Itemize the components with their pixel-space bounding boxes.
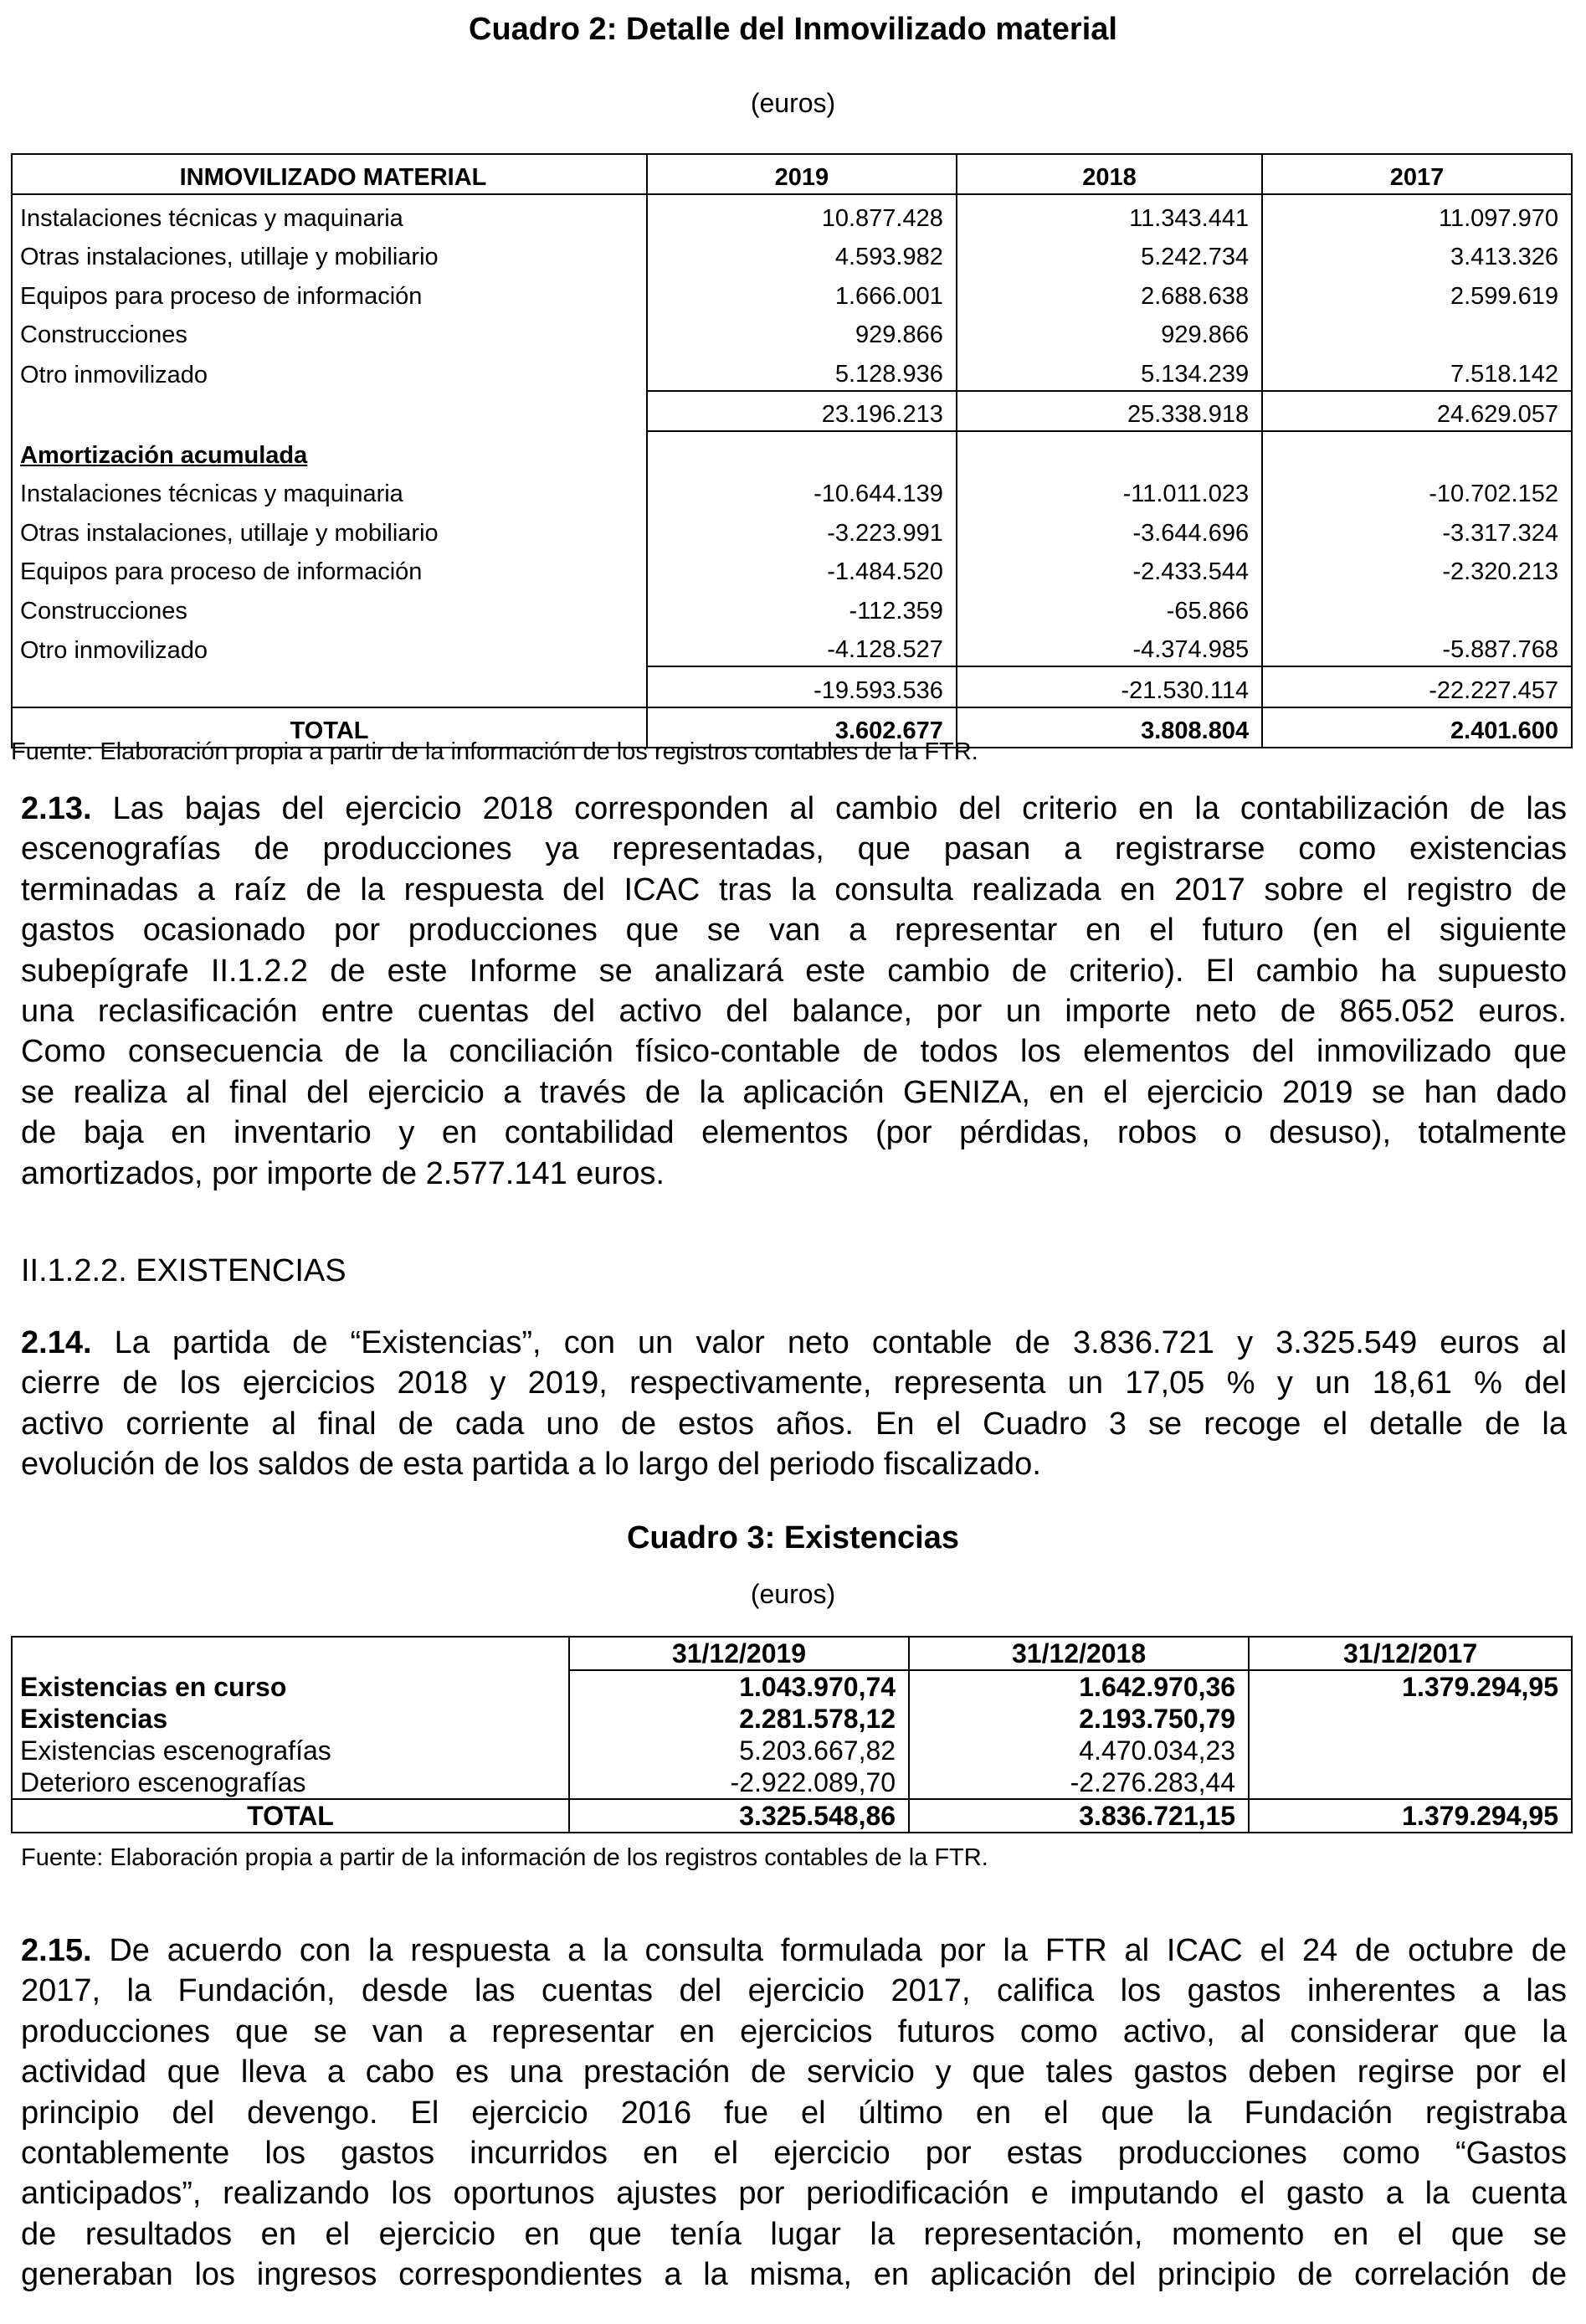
- cuadro2-units: (euros): [750, 88, 836, 118]
- cuadro3-title: Cuadro 3: Existencias: [626, 1520, 960, 1555]
- row-label: Otro inmovilizado: [12, 627, 647, 667]
- cuadro3-units: (euros): [750, 1579, 836, 1609]
- cell-value: 3.325.548,86: [569, 1799, 909, 1833]
- header-cell: 31/12/2017: [1249, 1637, 1572, 1670]
- table-row: [12, 549, 1572, 589]
- table-row: [12, 273, 1572, 312]
- table-row: [12, 1703, 1572, 1735]
- paragraph-line: principio del devengo. El ejercicio 2016 fue el último en el que la Fundación registraba: [21, 2095, 1567, 2131]
- subtotal-row: [12, 666, 1572, 707]
- cell-value: 24.629.057: [1262, 391, 1572, 432]
- paragraph-line: subepígrafe II.1.2.2 de este Informe se analizará este cambio de criterio). El cambio ha supuesto: [21, 953, 1567, 989]
- cell-value: 1.379.294,95: [1249, 1670, 1572, 1703]
- cell-value: 2.599.619: [1262, 273, 1572, 312]
- cell-value: 3.836.721,15: [909, 1799, 1249, 1833]
- cell-value: [1262, 312, 1572, 352]
- table-row: [12, 471, 1572, 511]
- cell-value: 5.242.734: [957, 234, 1262, 274]
- cell-value: -22.227.457: [1262, 666, 1572, 707]
- paragraph-line: La partida de “Existencias”, con un valor neto contable de 3.836.721 y 3.325.549 euros al: [91, 1325, 1567, 1360]
- cell-value: -2.276.283,44: [909, 1766, 1249, 1799]
- row-label: [12, 666, 647, 707]
- table-row: [12, 351, 1572, 391]
- paragraph-line: escenografías de producciones ya representadas, que pasan a registrarse como existencias: [21, 831, 1567, 867]
- cell-value: 11.343.441: [957, 194, 1262, 234]
- row-label: Existencias: [12, 1703, 569, 1735]
- header-cell: [12, 1637, 569, 1670]
- table-row: [12, 627, 1572, 667]
- cell-value: -1.484.520: [647, 549, 957, 589]
- table-row: [12, 194, 1572, 234]
- paragraph-number: 2.13.: [21, 791, 92, 826]
- row-label: Instalaciones técnicas y maquinaria: [12, 471, 647, 511]
- cell-value: [1262, 588, 1572, 627]
- paragraph-line: evolución de los saldos de esta partida a lo largo del periodo fiscalizado.: [21, 1447, 1041, 1483]
- cell-value: 5.134.239: [957, 351, 1262, 391]
- total-label: TOTAL: [12, 707, 647, 748]
- cell-value: -21.530.114: [957, 666, 1262, 707]
- row-label: Existencias en curso: [12, 1670, 569, 1703]
- paragraph-number: 2.15.: [21, 1933, 92, 1968]
- paragraph-line: 2017, la Fundación, desde las cuentas del ejercicio 2017, califica los gastos inherentes a las: [21, 1973, 1567, 2009]
- paragraph-line: contablemente los gastos incurridos en el ejercicio por estas producciones como “Gastos: [21, 2135, 1567, 2171]
- cuadro2-title: Cuadro 2: Detalle del Inmovilizado material: [469, 12, 1117, 47]
- cell-value: [647, 431, 957, 471]
- cuadro3-source: Fuente: Elaboración propia a partir de la información de los registros contables de la FTR.: [21, 1844, 988, 1871]
- paragraph-line: una reclasificación entre cuentas del activo del balance, por un importe neto de 865.052 euros.: [21, 993, 1567, 1029]
- paragraph-line: Como consecuencia de la conciliación físico-contable de todos los elementos del inmovilizado que: [21, 1034, 1567, 1070]
- row-label: Construcciones: [12, 312, 647, 352]
- paragraph-line: activo corriente al final de cada uno de estos años. En el Cuadro 3 se recoge el detalle de la: [21, 1406, 1567, 1442]
- cell-value: -3.223.991: [647, 510, 957, 549]
- cell-value: -112.359: [647, 588, 957, 627]
- row-label: Equipos para proceso de información: [12, 273, 647, 312]
- cell-value: -3.317.324: [1262, 510, 1572, 549]
- cell-value: 929.866: [647, 312, 957, 352]
- cell-value: 25.338.918: [957, 391, 1262, 432]
- paragraph-number: 2.14.: [21, 1325, 92, 1360]
- table-row: [12, 1670, 1572, 1703]
- cell-value: -19.593.536: [647, 666, 957, 707]
- cell-value: -5.887.768: [1262, 627, 1572, 667]
- row-label: Otro inmovilizado: [12, 351, 647, 391]
- paragraph-line: generaban los ingresos correspondientes a la misma, en aplicación del principio de correlación de: [21, 2257, 1567, 2293]
- paragraph-line: amortizados, por importe de 2.577.141 euros.: [21, 1155, 665, 1191]
- paragraph-line: anticipados”, realizando los oportunos ajustes por periodificación e imputando el gasto a la cuenta: [21, 2176, 1567, 2212]
- paragraph-2-15: [21, 1931, 1567, 2296]
- cell-value: -2.320.213: [1262, 549, 1572, 589]
- header-cell: 2018: [957, 154, 1262, 194]
- cell-value: [1249, 1703, 1572, 1735]
- row-label: [12, 391, 647, 432]
- cell-value: 11.097.970: [1262, 194, 1572, 234]
- cell-value: [1249, 1766, 1572, 1799]
- cell-value: 4.593.982: [647, 234, 957, 274]
- amortizacion-heading: Amortización acumulada: [12, 431, 647, 471]
- cell-value: 3.602.677: [647, 707, 957, 748]
- paragraph-line: terminadas a raíz de la respuesta del ICAC tras la consulta realizada en 2017 sobre el registro de: [21, 872, 1567, 907]
- cell-value: -4.128.527: [647, 627, 957, 667]
- paragraph-2-14: [21, 1323, 1567, 1485]
- cell-value: 4.470.034,23: [909, 1735, 1249, 1766]
- paragraph-line: Las bajas del ejercicio 2018 corresponden al cambio del criterio en la contabilización de las: [91, 791, 1567, 826]
- cell-value: 3.808.804: [957, 707, 1262, 748]
- total-row: [12, 1799, 1572, 1833]
- cell-value: 5.128.936: [647, 351, 957, 391]
- cell-value: 2.193.750,79: [909, 1703, 1249, 1735]
- row-label: Otras instalaciones, utillaje y mobiliario: [12, 510, 647, 549]
- total-label: TOTAL: [12, 1799, 569, 1833]
- cell-value: [957, 431, 1262, 471]
- cell-value: 23.196.213: [647, 391, 957, 432]
- cell-value: -2.922.089,70: [569, 1766, 909, 1799]
- paragraph-line: De acuerdo con la respuesta a la consulta formulada por la FTR al ICAC el 24 de octubre de: [91, 1933, 1567, 1968]
- paragraph-2-13: [21, 789, 1567, 1194]
- paragraph-line: producciones que se van a representar en ejercicios futuros como activo, al considerar que la: [21, 2013, 1567, 2049]
- header-cell: INMOVILIZADO MATERIAL: [12, 154, 647, 194]
- cell-value: 2.281.578,12: [569, 1703, 909, 1735]
- row-label: Otras instalaciones, utillaje y mobiliario: [12, 234, 647, 274]
- cell-value: 929.866: [957, 312, 1262, 352]
- cuadro2-source: Fuente: Elaboración propia a partir de la información de los registros contables de la FTR.: [11, 738, 978, 765]
- cell-value: 10.877.428: [647, 194, 957, 234]
- paragraph-line: de baja en inventario y en contabilidad elementos (por pérdidas, robos o desuso), totalmente: [21, 1115, 1567, 1151]
- cell-value: -10.644.139: [647, 471, 957, 511]
- header-row: [12, 1637, 1572, 1670]
- header-cell: 2017: [1262, 154, 1572, 194]
- cell-value: 1.043.970,74: [569, 1670, 909, 1703]
- cell-value: -10.702.152: [1262, 471, 1572, 511]
- table-row: [12, 1766, 1572, 1799]
- cell-value: 2.688.638: [957, 273, 1262, 312]
- subtotal-row: [12, 391, 1572, 432]
- cuadro3-table: [11, 1636, 1573, 1833]
- paragraph-line: gastos ocasionado por producciones que se van a representar en el futuro (en el siguiente: [21, 913, 1567, 949]
- cell-value: -3.644.696: [957, 510, 1262, 549]
- table-row: [12, 312, 1572, 352]
- cell-value: -2.433.544: [957, 549, 1262, 589]
- cell-value: 2.401.600: [1262, 707, 1572, 748]
- cell-value: 7.518.142: [1262, 351, 1572, 391]
- row-label: Instalaciones técnicas y maquinaria: [12, 194, 647, 234]
- table-row: [12, 234, 1572, 274]
- header-cell: 31/12/2019: [569, 1637, 909, 1670]
- paragraph-line: se realiza al final del ejercicio a través de la aplicación GENIZA, en el ejercicio 2019 se han dado: [21, 1074, 1567, 1110]
- cell-value: 1.666.001: [647, 273, 957, 312]
- cell-value: -4.374.985: [957, 627, 1262, 667]
- row-label: Existencias escenografías: [12, 1735, 569, 1766]
- cell-value: [1249, 1735, 1572, 1766]
- cell-value: 1.379.294,95: [1249, 1799, 1572, 1833]
- paragraph-line: de resultados en el ejercicio en que tenía lugar la representación, momento en el que se: [21, 2216, 1567, 2252]
- cell-value: [1262, 431, 1572, 471]
- paragraph-line: actividad que lleva a cabo es una prestación de servicio y que tales gastos deben regirse por el: [21, 2054, 1567, 2090]
- header-cell: 31/12/2018: [909, 1637, 1249, 1670]
- row-label: Equipos para proceso de información: [12, 549, 647, 589]
- cell-value: -65.866: [957, 588, 1262, 627]
- cuadro2-table: [11, 153, 1573, 748]
- cell-value: 5.203.667,82: [569, 1735, 909, 1766]
- row-label: Construcciones: [12, 588, 647, 627]
- header-cell: 2019: [647, 154, 957, 194]
- row-label: Deterioro escenografías: [12, 1766, 569, 1799]
- cell-value: -11.011.023: [957, 471, 1262, 511]
- table-row: [12, 431, 1572, 471]
- cell-value: 3.413.326: [1262, 234, 1572, 274]
- table-row: [12, 1735, 1572, 1766]
- cell-value: 1.642.970,36: [909, 1670, 1249, 1703]
- section-heading: II.1.2.2. EXISTENCIAS: [21, 1253, 346, 1288]
- table-row: [12, 588, 1572, 627]
- paragraph-line: cierre de los ejercicios 2018 y 2019, respectivamente, representa un 17,05 % y un 18,61 % del: [21, 1365, 1567, 1401]
- table-row: [12, 510, 1572, 549]
